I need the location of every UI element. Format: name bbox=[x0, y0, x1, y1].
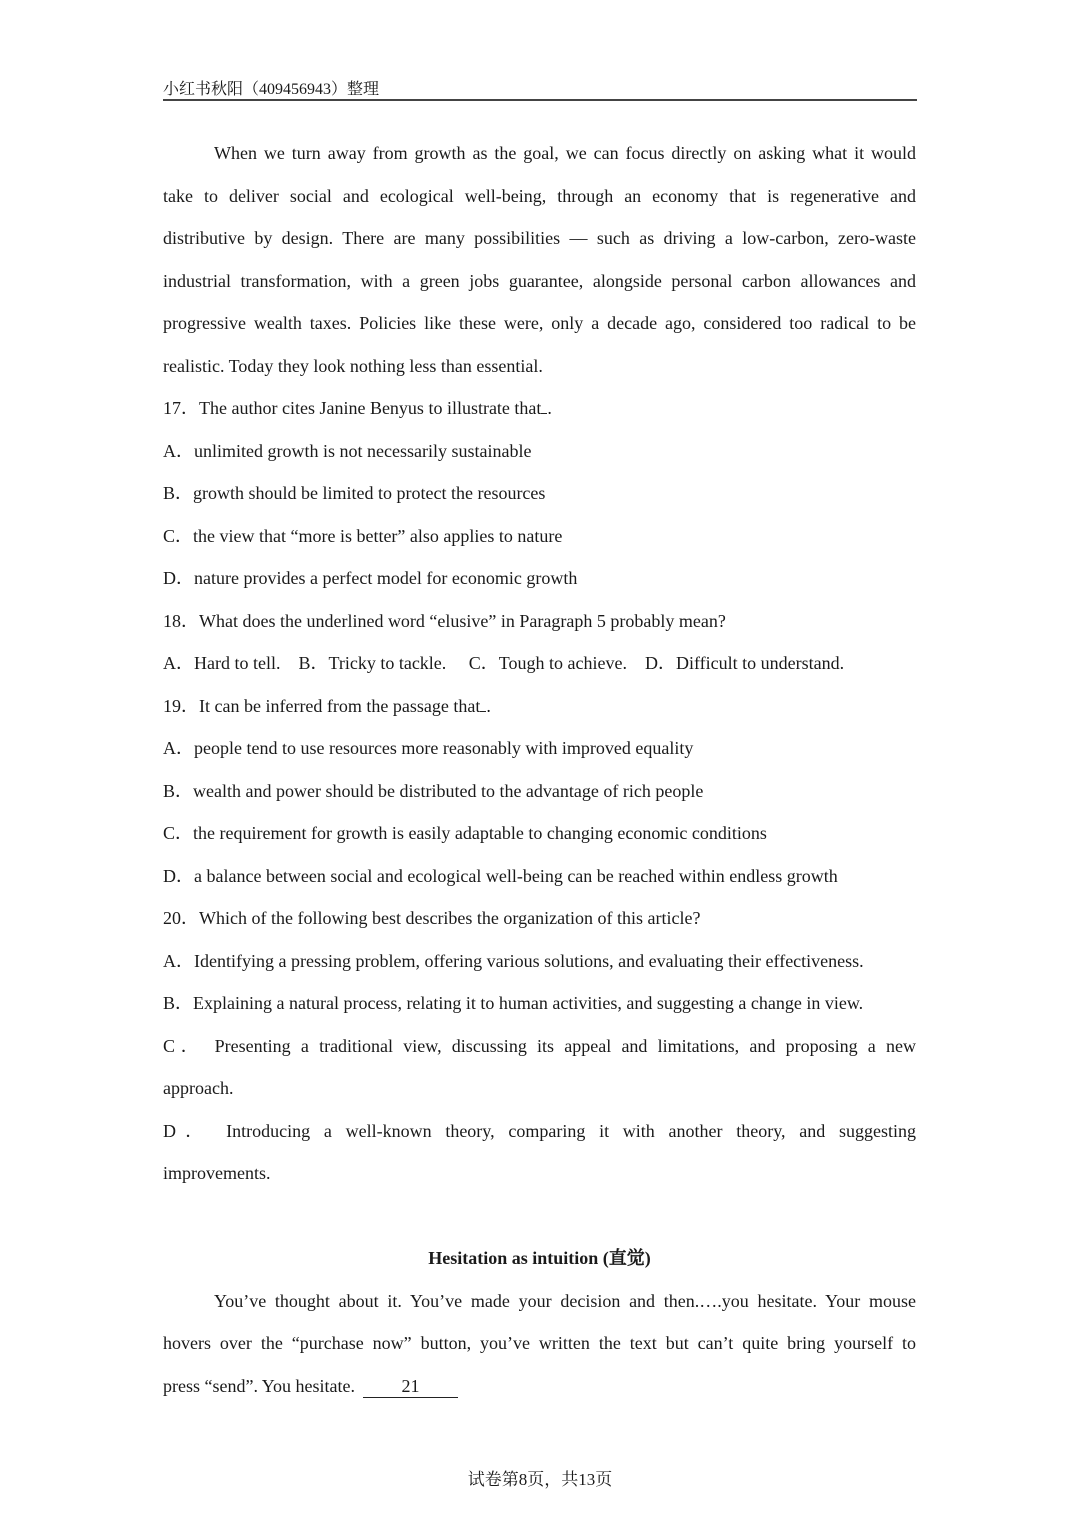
answer-option-text: C． Presenting a traditional view, discussing its appeal and limitations, and proposing a new bbox=[163, 1035, 916, 1056]
answer-option-text: B．wealth and power should be distributed to the advantage of rich people bbox=[163, 780, 704, 801]
answer-option bbox=[163, 642, 916, 685]
question-stem: 19．It can be inferred from the passage that . bbox=[163, 695, 491, 716]
answer-option-text: A．people tend to use resources more reasonably with improved equality bbox=[163, 738, 694, 758]
spacer bbox=[163, 1195, 916, 1238]
question-stem-text: 20．Which of the following best describes the organization of this article? bbox=[163, 908, 701, 928]
passage-line-text: distributive by design. There are many possibilities — such as driving a low-carbon, zero-waste bbox=[163, 228, 916, 248]
passage-line-text: realistic. Today they look nothing less than essential. bbox=[163, 355, 543, 376]
passage-line-text: hovers over the “purchase now” button, you’ve written the text but can’t quite bring yourself to bbox=[163, 1333, 916, 1353]
answer-option bbox=[163, 940, 916, 983]
answer-option-text: A．Hard to tell. B．Tricky to tackle. C．Tough to achieve. D．Difficult to understand. bbox=[163, 653, 845, 673]
answer-option-text: approach. bbox=[163, 1078, 234, 1098]
passage-line-text: When we turn away from growth as the goal, we can focus directly on asking what it would bbox=[214, 143, 916, 163]
question-stem bbox=[163, 897, 916, 940]
answer-blank bbox=[480, 711, 486, 712]
passage-line bbox=[163, 217, 916, 260]
passage-line bbox=[163, 260, 916, 303]
document-body bbox=[163, 132, 916, 1407]
answer-option-text: improvements. bbox=[163, 1163, 271, 1183]
page-footer: 试卷第8页，共13页 bbox=[467, 1470, 613, 1489]
question-stem-text: 19．It can be inferred from the passage that bbox=[163, 695, 481, 716]
answer-option-text: D．nature provides a perfect model for economic growth bbox=[163, 568, 578, 588]
answer-option bbox=[163, 855, 916, 898]
answer-option bbox=[163, 515, 916, 558]
answer-option bbox=[163, 430, 916, 473]
question-stem bbox=[163, 600, 916, 643]
answer-option bbox=[163, 1152, 916, 1195]
passage-line bbox=[163, 302, 916, 345]
answer-option bbox=[163, 557, 916, 600]
answer-option bbox=[163, 727, 916, 770]
passage-line-text: take to deliver social and ecological well-being, through an economy that is regenerative and bbox=[163, 185, 916, 206]
passage-line bbox=[163, 132, 916, 175]
answer-option-text: D．a balance between social and ecological well-being can be reached within endless growth bbox=[163, 865, 838, 886]
answer-option-text: C．the view that “more is better” also applies to nature bbox=[163, 525, 563, 546]
passage-line bbox=[163, 1322, 916, 1365]
answer-blank bbox=[541, 413, 547, 414]
section-title bbox=[163, 1237, 916, 1280]
passage-line-text: press “send”. You hesitate. bbox=[163, 1375, 355, 1396]
section-title-text: Hesitation as intuition (直觉) bbox=[428, 1248, 651, 1268]
answer-option-text: B．Explaining a natural process, relating it to human activities, and suggesting a change in view. bbox=[163, 993, 864, 1013]
answer-option-text: C．the requirement for growth is easily adaptable to changing economic conditions bbox=[163, 823, 767, 843]
passage-line bbox=[163, 1280, 916, 1323]
page-header: 小红书秋阳（409456943）整理 bbox=[163, 81, 380, 98]
question-stem-text: 18．What does the underlined word “elusive” in Paragraph 5 probably mean? bbox=[163, 610, 726, 631]
passage-line-text: You’ve thought about it. You’ve made your decision and then.….you hesitate. Your mouse bbox=[214, 1290, 916, 1311]
passage-line bbox=[163, 175, 916, 218]
answer-option bbox=[163, 982, 916, 1025]
question-stem-text: 17．The author cites Janine Benyus to illustrate that bbox=[163, 398, 542, 418]
answer-option-text: D． Introducing a well-known theory, comparing it with another theory, and suggesting bbox=[163, 1120, 916, 1141]
passage-line-text: progressive wealth taxes. Policies like these were, only a decade ago, considered too radical to be bbox=[163, 313, 916, 333]
answer-option bbox=[163, 1067, 916, 1110]
passage-line-text: industrial transformation, with a green jobs guarantee, alongside personal carbon allowances and bbox=[163, 270, 916, 291]
header-divider bbox=[163, 99, 917, 101]
question-stem: 17．The author cites Janine Benyus to illustrate that . bbox=[163, 398, 552, 418]
answer-option bbox=[163, 1025, 916, 1068]
answer-option bbox=[163, 472, 916, 515]
answer-option-text: A．unlimited growth is not necessarily sustainable bbox=[163, 440, 532, 461]
blank-21: 21 bbox=[363, 1375, 458, 1398]
answer-option bbox=[163, 770, 916, 813]
passage-line bbox=[163, 1365, 916, 1408]
passage-line bbox=[163, 345, 916, 388]
answer-option bbox=[163, 812, 916, 855]
answer-option bbox=[163, 1110, 916, 1153]
answer-option-text: A．Identifying a pressing problem, offering various solutions, and evaluating their effectiveness. bbox=[163, 950, 864, 971]
answer-option-text: B．growth should be limited to protect the resources bbox=[163, 483, 546, 503]
